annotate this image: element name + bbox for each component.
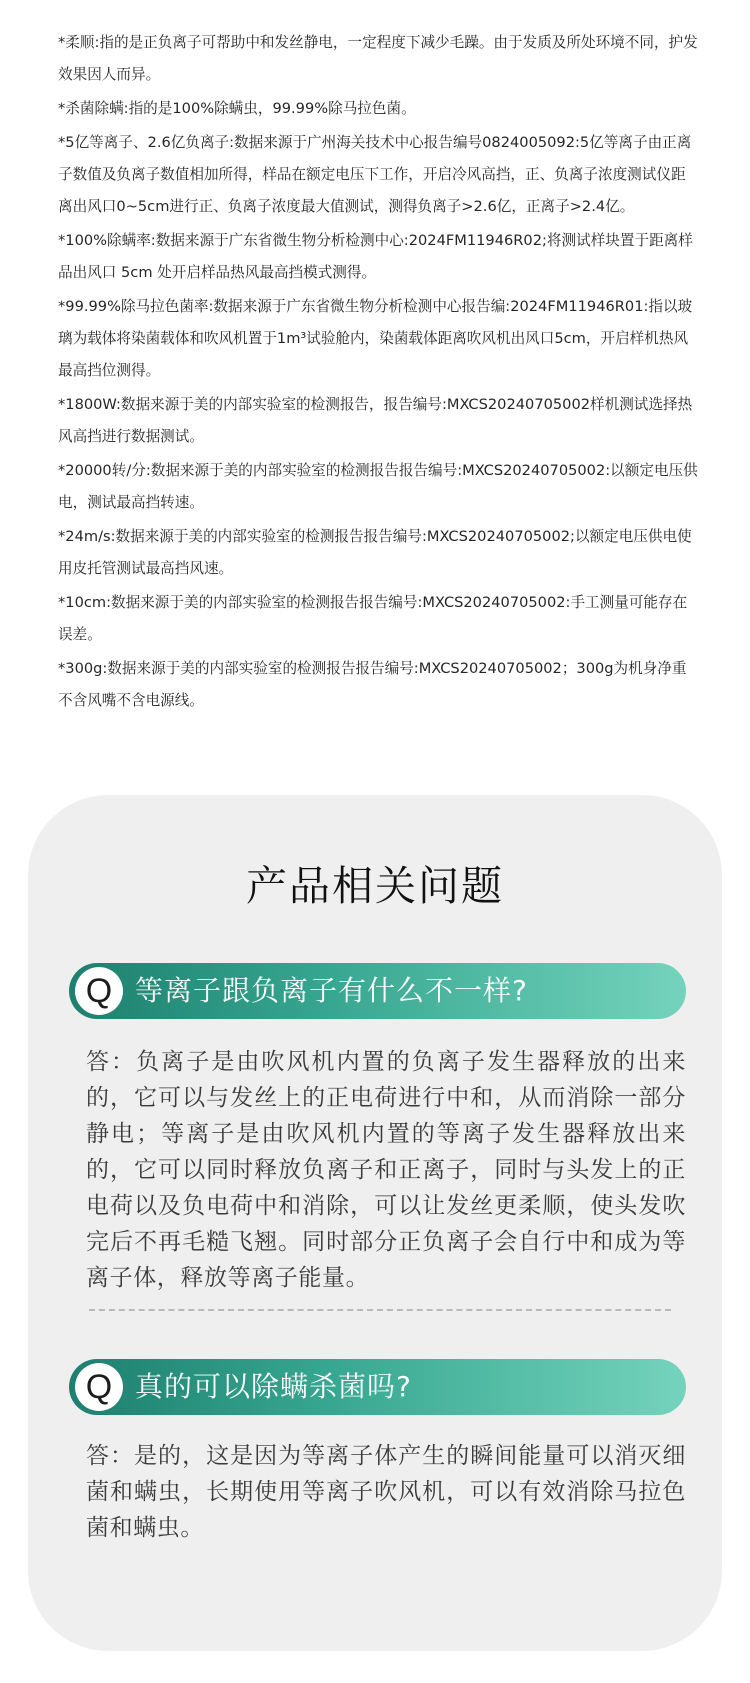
footnote: *10cm:数据来源于美的内部实验室的检测报告报告编号:MXCS20240705002:手工测量可能存在误差。 <box>58 594 688 643</box>
footnote: *5亿等离子、2.6亿负离子:数据来源于广州海关技术中心报告编号0824005092:5亿等离子由正离子数值及负离子数值相加所得，样品在额定电压下工作，开启冷风高挡，正、负离子浓度测试仪距离出风口0~5cm进行正、负离子浓度最大值测试，测得负离子>2.6亿，正离子>2.4亿。 <box>58 134 692 215</box>
footnote: *99.99%除马拉色菌率:数据来源于广东省微生物分析检测中心报告编:2024FM11946R01:指以玻璃为载体将染菌载体和吹风机置于1m³试验舱内，染菌载体距离吹风机出风口5cm，开启样机热风最高挡位测得。 <box>58 298 693 379</box>
faq-question-1[interactable] <box>69 963 686 1019</box>
footnote: *柔顺:指的是正负离子可帮助中和发丝静电，一定程度下减少毛躁。由于发质及所处环境不同，护发效果因人而异。 <box>58 34 698 83</box>
footnote: *杀菌除螨:指的是100%除螨虫，99.99%除马拉色菌。 <box>58 100 416 117</box>
q-badge-icon: Q <box>75 967 123 1015</box>
faq-card <box>28 795 722 1651</box>
faq-answer-2: 答：是的，这是因为等离子体产生的瞬间能量可以消灭细菌和螨虫，长期使用等离子吹风机，可以有效消除马拉色菌和螨虫。 <box>86 1443 686 1541</box>
question-text: 等离子跟负离子有什么不一样? <box>135 974 528 1007</box>
footnotes-section <box>58 27 698 719</box>
footnote: *1800W:数据来源于美的内部实验室的检测报告，报告编号:MXCS20240705002样机测试选择热风高挡进行数据测试。 <box>58 396 693 445</box>
footnote: *20000转/分:数据来源于美的内部实验室的检测报告报告编号:MXCS20240705002:以额定电压供电，测试最高挡转速。 <box>58 462 698 511</box>
footnote: *100%除螨率:数据来源于广东省微生物分析检测中心:2024FM11946R02;将测试样块置于距离样品出风口 5cm 处开启样品热风最高挡模式测得。 <box>58 232 693 281</box>
question-text: 真的可以除螨杀菌吗? <box>135 1370 412 1403</box>
faq-question-2[interactable] <box>69 1359 686 1415</box>
footnote: *24m/s:数据来源于美的内部实验室的检测报告报告编号:MXCS20240705002;以额定电压供电使用皮托管测试最高挡风速。 <box>58 528 692 577</box>
faq-answer-1: 答：负离子是由吹风机内置的负离子发生器释放的出来的，它可以与发丝上的正电荷进行中和，从而消除一部分静电；等离子是由吹风机内置的等离子发生器释放出来的，它可以同时释放负离子和正离子，同时与头发上的正电荷以及负电荷中和消除，可以让发丝更柔顺，使头发吹完后不再毛糙飞翘。同时部分正负离子会自行中和成为等离子体，释放等离子能量。 <box>86 1049 686 1291</box>
footnote: *300g:数据来源于美的内部实验室的检测报告报告编号:MXCS20240705002；300g为机身净重不含风嘴不含电源线。 <box>58 660 687 709</box>
dashed-divider <box>89 1309 671 1311</box>
faq-title: 产品相关问题 <box>246 862 504 910</box>
q-badge-icon: Q <box>75 1363 123 1411</box>
